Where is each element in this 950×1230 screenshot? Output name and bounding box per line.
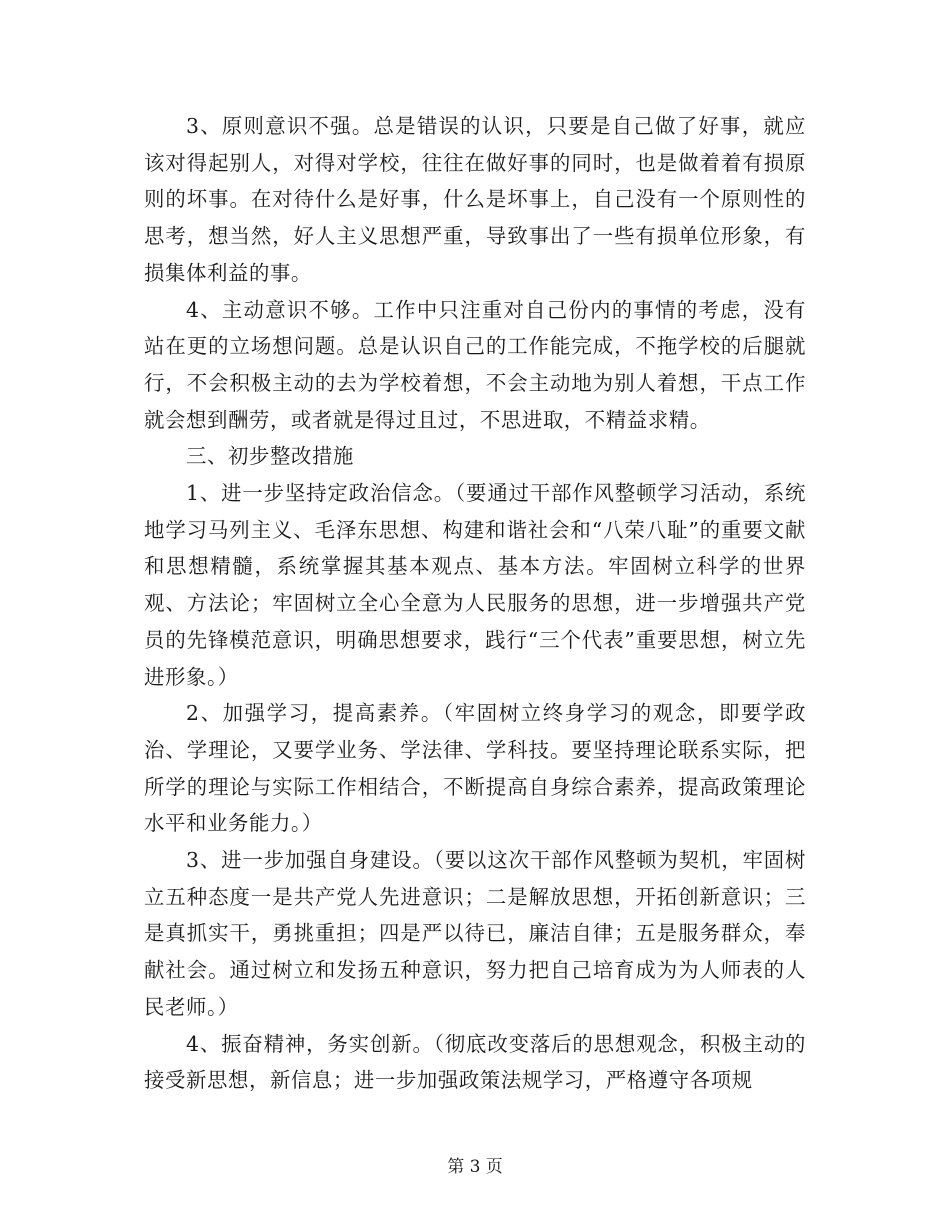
paragraph-political-belief: 1、进一步坚持定政治信念。（要通过干部作风整顿学习活动，系统地学习马列主义、毛泽东思想、构建和谐社会和“八荣八耻”的重要文献和思想精髓，系统掌握其基本观点、基本方法。牢固树立科学的世界观、方法论；牢固树立全心全意为人民服务的思想，进一步增强共产党员的先锋模范意识，明确思想要求，践行“三个代表”重要思想，树立先进形象。） bbox=[144, 481, 806, 689]
paragraph-self-construction: 3、进一步加强自身建设。（要以这次干部作风整顿为契机，牢固树立五种态度一是共产党人先进意识；二是解放思想，开拓创新意识；三是真抓实干，勇挑重担；四是严以待已，廉洁自律；五是服务群众，奉献社会。通过树立和发扬五种意识，努力把自己培育成为为人师表的人民老师。） bbox=[144, 848, 806, 1019]
paragraph-principle-awareness: 3、原则意识不强。总是错误的认识，只要是自己做了好事，就应该对得起别人，对得对学校，往往在做好事的同时，也是做着着有损原则的坏事。在对待什么是好事，什么是坏事上，自己没有一个原则性的思考，想当然，好人主义思想严重，导致事出了一些有损单位形象，有损集体利益的事。 bbox=[144, 114, 806, 285]
page-number: 第 3 页 bbox=[447, 1157, 503, 1177]
paragraph-inspire-spirit: 4、振奋精神，务实创新。（彻底改变落后的思想观念，积极主动的接受新思想，新信息；进一步加强政策法规学习，严格遵守各项规 bbox=[144, 1031, 806, 1093]
paragraph-strengthen-study: 2、加强学习，提高素养。（牢固树立终身学习的观念，即要学政治、学理论，又要学业务、学法律、学科技。要坚持理论联系实际，把所学的理论与实际工作相结合，不断提高自身综合素养，提高政策理论水平和业务能力。） bbox=[144, 701, 806, 836]
section-heading-rectification-measures: 三、初步整改措施 bbox=[186, 444, 354, 469]
document-body bbox=[144, 108, 806, 1099]
paragraph-initiative-awareness: 4、主动意识不够。工作中只注重对自己份内的事情的考虑，没有站在更的立场想问题。总是认识自己的工作能完成，不拖学校的后腿就行，不会积极主动的去为学校着想，不会主动地为别人着想，干点工作就会想到酬劳，或者就是得过且过，不思进取，不精益求精。 bbox=[144, 297, 806, 432]
